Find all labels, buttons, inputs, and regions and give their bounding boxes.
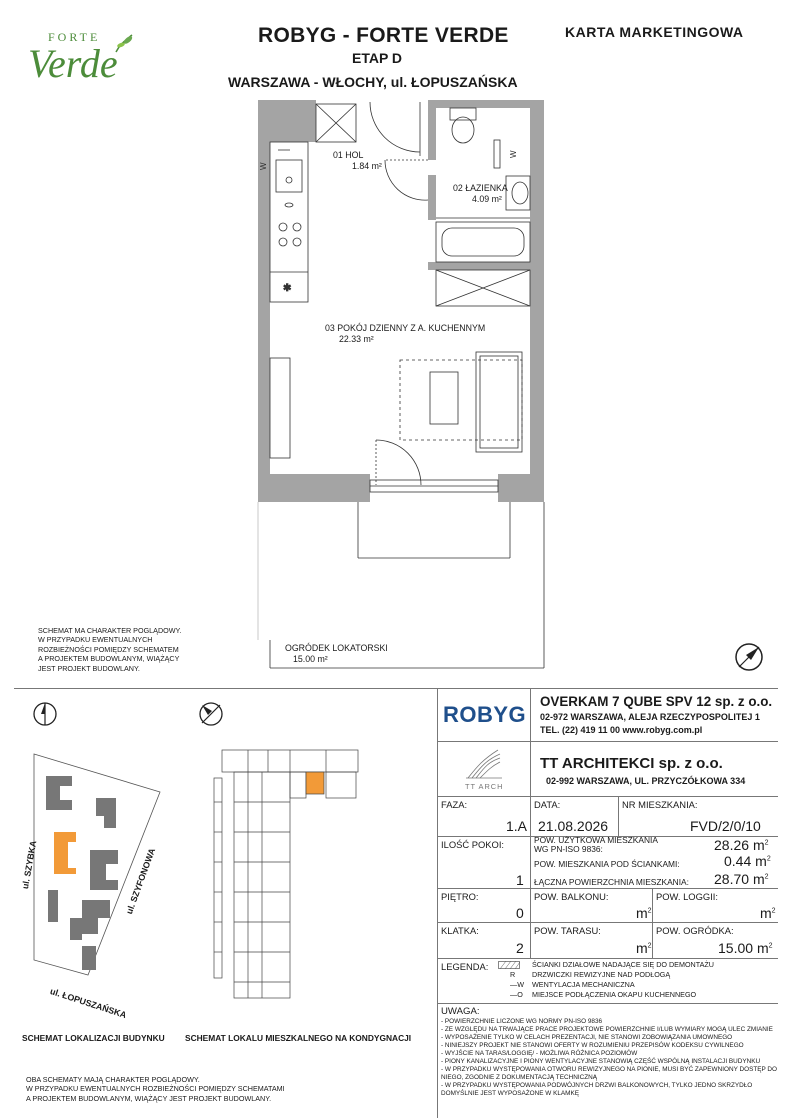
pu-unit-sup: 2 <box>764 839 769 847</box>
balkon-unit-sup: 2 <box>647 907 652 915</box>
nr-value: FVD/2/0/10 <box>690 818 761 834</box>
ogrodek-value: 15.00 <box>718 940 754 956</box>
pu-value: 28.26 <box>714 837 750 853</box>
street-szybka: ul. SZYBKA <box>20 839 39 890</box>
uwagi-item: - W PRZYPADKU WYSTĘPOWANIA OTWORU REWIZYJNEGO NA PIONIE, MUSI BYĆ ZAPEWNIONY DOSTĘP DO NIEGO, ZGODNIE Z DOKUMENTACJĄ TECHNICZNĄ <box>441 1066 778 1081</box>
site-note-line: A PROJEKTEM BUDOWLANYM, WIĄŻĄCY JEST PROJEKT BUDOWLANY. <box>26 1093 272 1103</box>
developer-name: OVERKAM 7 QUBE SPV 12 sp. z o.o. <box>540 694 773 709</box>
street-szyfonowa: ul. SZYFONOWA <box>124 846 158 916</box>
kitchen-counter <box>270 142 308 302</box>
entrance-door <box>370 102 428 200</box>
room-02-num: 02 <box>453 183 463 193</box>
living-room-furniture <box>270 352 522 492</box>
legend-symbol-o: O <box>517 990 523 999</box>
svg-text:W: W <box>509 150 518 158</box>
plan-note-line: W PRZYPADKU EWENTUALNYCH <box>38 635 153 645</box>
pu-value-wrap <box>714 837 769 853</box>
logo-verde-text: Verde <box>28 41 118 86</box>
architect-divider <box>437 796 778 797</box>
uwagi-item: - PIONY KANALIZACYJNE I PIONY WENTYLACYJNE STANOWIĄ CZĘŚĆ WSPÓLNĄ INSTALACJI BUDYNKU <box>441 1058 761 1065</box>
laczna-value-wrap <box>714 871 769 887</box>
balkon-unit: m <box>636 905 648 921</box>
legend-text: MIEJSCE PODŁĄCZENIA OKAPU KUCHENNEGO <box>532 990 697 999</box>
taras-label: POW. TARASU: <box>534 925 601 936</box>
info-divider <box>437 688 438 1118</box>
legend-item <box>510 960 714 970</box>
data-value: 21.08.2026 <box>538 818 609 834</box>
room-02-area: 4.09 m² <box>472 194 502 204</box>
floor-compass-icon <box>198 701 224 727</box>
site-disclaimer <box>26 1075 285 1103</box>
robyg-logo: ROBYG <box>443 702 527 727</box>
legend-item: —W WENTYLACJA MECHANICZNA <box>510 980 635 989</box>
project-title: ROBYG - FORTE VERDE <box>258 24 509 47</box>
plan-note-line: A PROJEKTEM BUDOWLANYM, WIĄŻĄCY <box>38 654 180 664</box>
uwagi-item: - WYPOSAŻENIE TYLKO W CELACH PREZENTACJI, NIE STANOWI ZOBOWIĄZANIA UMOWNEGO <box>441 1034 733 1041</box>
pu-unit: m <box>752 837 765 853</box>
architect-name: TT ARCHITEKCI sp. z o.o. <box>540 755 723 772</box>
loggia-value-wrap <box>760 905 776 921</box>
uwagi-item: - WYJŚCIE NA TARAS/LOGGIĘ/ - MOŻLIWA RÓŻNICA POZIOMÓW <box>441 1050 638 1057</box>
garden-area: 15.00 m² <box>293 654 328 664</box>
grid-row-5 <box>437 1003 778 1004</box>
grid-col-4 <box>652 888 653 958</box>
svg-text:W: W <box>259 162 268 170</box>
grid-col-1 <box>530 796 531 888</box>
project-location: WARSZAWA - WŁOCHY, ul. ŁOPUSZAŃSKA <box>228 74 518 90</box>
pietro-label: PIĘTRO: <box>441 891 479 902</box>
legend-label: LEGENDA: <box>441 961 489 972</box>
developer-address: 02-972 WARSZAWA, ALEJA RZECZYPOSPOLITEJ 1 <box>540 712 760 722</box>
caption-floor: SCHEMAT LOKALU MIESZKALNEGO NA KONDYGNACJI <box>185 1033 412 1043</box>
site-note-line: W PRZYPADKU EWENTUALNYCH ROZBIEŻNOŚCI POMIĘDZY SCHEMATAMI <box>26 1084 285 1094</box>
faza-label: FAZA: <box>441 799 468 810</box>
plan-note-line: ROZBIEŻNOŚCI POMIĘDZY SCHEMATEM <box>38 644 179 654</box>
legend-text: DRZWICZKI REWIZYJNE NAD PODŁOGĄ <box>532 970 671 979</box>
room-02-name: ŁAZIENKA <box>465 183 508 193</box>
legend-item: —O MIEJSCE PODŁĄCZENIA OKAPU KUCHENNEGO <box>510 990 697 999</box>
developer-contact: TEL. (22) 419 11 00 www.robyg.com.pl <box>540 725 703 735</box>
pod-sc-value-wrap <box>724 853 771 869</box>
logo-forte-text: FORTE <box>48 30 101 44</box>
uwagi-item: - NINIEJSZY PROJEKT NIE STANOWI OFERTY W ROZUMIENIU PRZEPISÓW KODEKSU CYWILNEGO <box>441 1042 744 1049</box>
uwagi-item: - POWIERZCHNIE LICZONE WG NORMY PN-ISO 9836 <box>441 1018 603 1025</box>
laczna-unit-sup: 2 <box>764 873 769 881</box>
room-03-area: 22.33 m² <box>339 334 374 344</box>
caption-location: SCHEMAT LOKALIZACJI BUDYNKU <box>22 1033 165 1043</box>
ventilation-shaft <box>316 104 530 306</box>
pod-sc-unit: m <box>755 853 767 869</box>
room-03-label <box>325 323 485 333</box>
uwagi-label: UWAGA: <box>441 1006 480 1017</box>
pod-sc-value: 0.44 <box>724 853 752 869</box>
nr-label: NR MIESZKANIA: <box>622 799 698 810</box>
loggia-unit-sup: 2 <box>771 907 776 915</box>
taras-unit: m <box>636 940 648 956</box>
ogrodek-unit: m <box>756 940 769 956</box>
klatka-value: 2 <box>516 940 524 956</box>
tt-arch-logo-icon <box>462 746 504 780</box>
card-type: KARTA MARKETINGOWA <box>565 24 744 40</box>
logo-column-divider <box>530 688 531 796</box>
section-divider <box>14 688 778 689</box>
north-compass-icon <box>733 641 765 673</box>
room-02-label <box>453 183 508 193</box>
loggia-label: POW. LOGGII: <box>656 891 718 902</box>
building-location-map <box>30 750 170 1010</box>
data-label: DATA: <box>534 799 561 810</box>
pu-label: POW. UŻYTKOWA MIESZKANIA WG PN-ISO 9836: <box>534 835 658 854</box>
uwagi-item: - W PRZYPADKU WYSTĘPOWANIA PODWÓJNYCH DRZWI BALKONOWYCH, TYLKO JEDNO SKRZYDŁO DOMYŚLNIE JEST WYPOSAŻONE W KLAMKĘ <box>441 1082 753 1097</box>
grid-row-3 <box>437 922 778 923</box>
svg-text:✱: ✱ <box>283 283 292 294</box>
plan-disclaimer <box>38 626 198 673</box>
legend-symbol-w: W <box>517 980 524 989</box>
legend-item <box>510 970 714 980</box>
room-01-num: 01 <box>333 150 343 160</box>
legend-text: ŚCIANKI DZIAŁOWE NADAJĄCE SIĘ DO DEMONTAŻU <box>532 960 714 969</box>
ogrodek-value-wrap <box>718 940 773 956</box>
grid-row-4 <box>437 958 778 959</box>
loggia-unit: m <box>760 905 772 921</box>
ogrodek-label: POW. OGRÓDKA: <box>656 925 734 936</box>
location-compass-icon <box>32 701 58 727</box>
pietro-value: 0 <box>516 905 524 921</box>
room-01-label <box>333 150 363 160</box>
uwagi-item: - ZE WZGLĘDU NA TRWAJĄCE PRACE PROJEKTOWE POWIERZCHNIE I/LUB WYMIARY MOGĄ ULEC ZMIANIE <box>441 1026 773 1033</box>
taras-unit-sup: 2 <box>647 942 652 950</box>
site-note-line: OBA SCHEMATY MAJĄ CHARAKTER POGLĄDOWY. <box>26 1075 200 1084</box>
street-lopuszanska: ul. ŁOPUSZAŃSKA <box>48 986 128 1021</box>
grid-row-2 <box>437 888 778 889</box>
uwagi-list <box>441 1018 777 1098</box>
legend-symbol-r: R <box>510 970 516 979</box>
pokoje-label: ILOŚĆ POKOI: <box>441 839 505 850</box>
garden-label: OGRÓDEK LOKATORSKI <box>285 643 388 653</box>
tt-arch-logo-text: TT ARCH <box>465 782 504 791</box>
faza-value: 1.A <box>506 818 528 834</box>
laczna-value: 28.70 <box>714 871 750 887</box>
floor-schema-map <box>208 742 372 1000</box>
room-03-num: 03 <box>325 323 335 333</box>
room-03-name: POKÓJ DZIENNY Z A. KUCHENNYM <box>337 323 486 333</box>
taras-value-wrap <box>636 940 652 956</box>
room-01-name: HOL <box>345 150 364 160</box>
legend-list <box>510 960 714 1000</box>
pod-sc-label: POW. MIESZKANIA POD ŚCIANKAMI: <box>534 859 680 869</box>
plan-note-line: JEST PROJEKT BUDOWLANY. <box>38 663 140 673</box>
project-stage: ETAP D <box>352 50 403 66</box>
ogrodek-unit-sup: 2 <box>768 942 773 950</box>
laczna-label: ŁĄCZNA POWIERZCHNIA MIESZKANIA: <box>534 877 689 887</box>
balkon-label: POW. BALKONU: <box>534 891 609 902</box>
klatka-label: KLATKA: <box>441 925 479 936</box>
developer-divider <box>437 741 778 742</box>
laczna-unit: m <box>752 871 765 887</box>
grid-col-3 <box>530 888 531 958</box>
legend-text: WENTYLACJA MECHANICZNA <box>532 980 635 989</box>
architect-address: 02-992 WARSZAWA, UL. PRZYCZÓŁKOWA 334 <box>546 776 746 786</box>
plan-note-line: SCHEMAT MA CHARAKTER POGLĄDOWY. <box>38 626 182 635</box>
grid-col-2 <box>618 796 619 836</box>
balkon-value-wrap <box>636 905 652 921</box>
room-01-area: 1.84 m² <box>352 161 382 171</box>
pokoje-value: 1 <box>516 872 524 888</box>
pod-sc-unit-sup: 2 <box>766 855 771 863</box>
